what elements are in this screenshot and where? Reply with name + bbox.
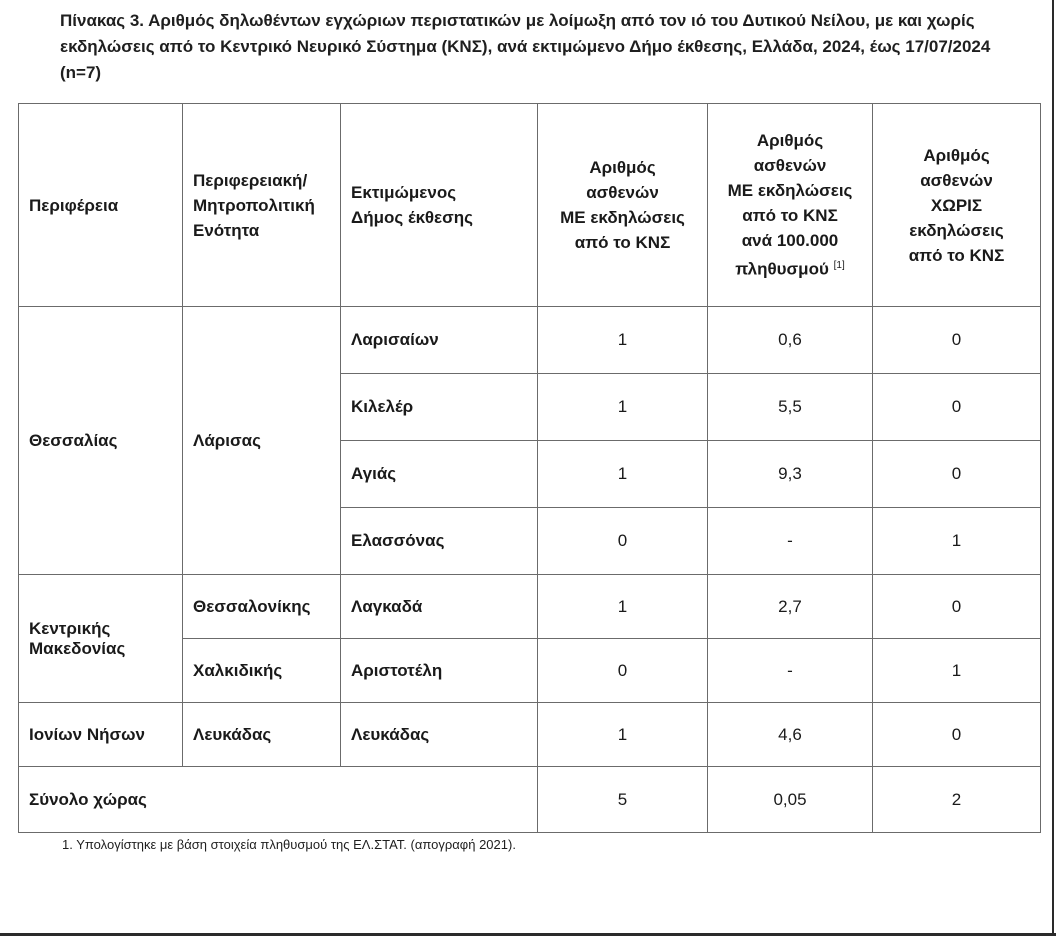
regional-unit-cell: Θεσσαλονίκης (183, 575, 341, 639)
cns-rate-cell: - (708, 639, 873, 703)
municipality-cell: Λαγκαδά (341, 575, 538, 639)
regional-unit-cell: Λάρισας (183, 307, 341, 575)
total-row (19, 767, 1041, 833)
cns-count-cell: 1 (538, 703, 708, 767)
table-row (19, 703, 1041, 767)
region-cell: Κεντρικής Μακεδονίας (19, 575, 183, 703)
no-cns-count-cell: 0 (873, 441, 1041, 508)
municipality-cell: Αγιάς (341, 441, 538, 508)
cns-count-cell: 1 (538, 307, 708, 374)
header-cns-count: Αριθμός ασθενών ΜΕ εκδηλώσεις από το ΚΝΣ (538, 104, 708, 307)
header-regional-unit: Περιφερειακή/ Μητροπολιτική Ενότητα (183, 104, 341, 307)
municipality-cell: Ελασσόνας (341, 508, 538, 575)
municipality-cell: Λαρισαίων (341, 307, 538, 374)
cns-rate-cell: 9,3 (708, 441, 873, 508)
no-cns-count-cell: 0 (873, 307, 1041, 374)
municipality-cell: Κιλελέρ (341, 374, 538, 441)
municipality-cell: Λευκάδας (341, 703, 538, 767)
cns-count-cell: 1 (538, 441, 708, 508)
no-cns-count-cell: 1 (873, 639, 1041, 703)
cns-rate-cell: 4,6 (708, 703, 873, 767)
page-border-right (1052, 0, 1054, 936)
cns-count-cell: 1 (538, 374, 708, 441)
table-row (19, 307, 1041, 374)
region-cell: Θεσσαλίας (19, 307, 183, 575)
no-cns-count-cell: 0 (873, 575, 1041, 639)
total-no-cns-count: 2 (873, 767, 1041, 833)
regional-unit-cell: Χαλκιδικής (183, 639, 341, 703)
region-cell: Ιονίων Νήσων (19, 703, 183, 767)
cns-rate-cell: 2,7 (708, 575, 873, 639)
municipality-cell: Αριστοτέλη (341, 639, 538, 703)
header-cns-rate: Αριθμός ασθενών ΜΕ εκδηλώσεις από το ΚΝΣ ανά 100.000 πληθυσμού [1] (708, 104, 873, 307)
table-header-row (19, 104, 1041, 307)
no-cns-count-cell: 1 (873, 508, 1041, 575)
header-municipality: Εκτιμώμενος Δήμος έκθεσης (341, 104, 538, 307)
table-title: Πίνακας 3. Αριθμός δηλωθέντων εγχώριων περιστατικών με λοίμωξη από τον ιό του Δυτικού Νείλου, με και χωρίς εκδηλώσεις από το Κεντρικό Νευρικό Σύστημα (ΚΝΣ), ανά εκτιμώμενο Δήμο έκθεσης, Ελλάδα, 2024, έως 17/07/2024 (n=7) (60, 11, 991, 82)
total-label: Σύνολο χώρας (19, 767, 538, 833)
cns-rate-cell: 0,6 (708, 307, 873, 374)
header-no-cns-count: Αριθμός ασθενών ΧΩΡΙΣ εκδηλώσεις από το ΚΝΣ (873, 104, 1041, 307)
header-region: Περιφέρεια (19, 104, 183, 307)
cns-count-cell: 1 (538, 575, 708, 639)
cns-count-cell: 0 (538, 508, 708, 575)
regional-unit-cell: Λευκάδας (183, 703, 341, 767)
footnote: 1. Υπολογίστηκε με βάση στοιχεία πληθυσμού της ΕΛ.ΣΤΑΤ. (απογραφή 2021). (62, 837, 516, 852)
cns-rate-cell: - (708, 508, 873, 575)
no-cns-count-cell: 0 (873, 374, 1041, 441)
total-cns-rate: 0,05 (708, 767, 873, 833)
cns-count-cell: 0 (538, 639, 708, 703)
footnote-ref: [1] (833, 260, 845, 272)
cns-rate-cell: 5,5 (708, 374, 873, 441)
table-row (19, 575, 1041, 639)
total-cns-count: 5 (538, 767, 708, 833)
no-cns-count-cell: 0 (873, 703, 1041, 767)
cases-table (18, 103, 1041, 833)
